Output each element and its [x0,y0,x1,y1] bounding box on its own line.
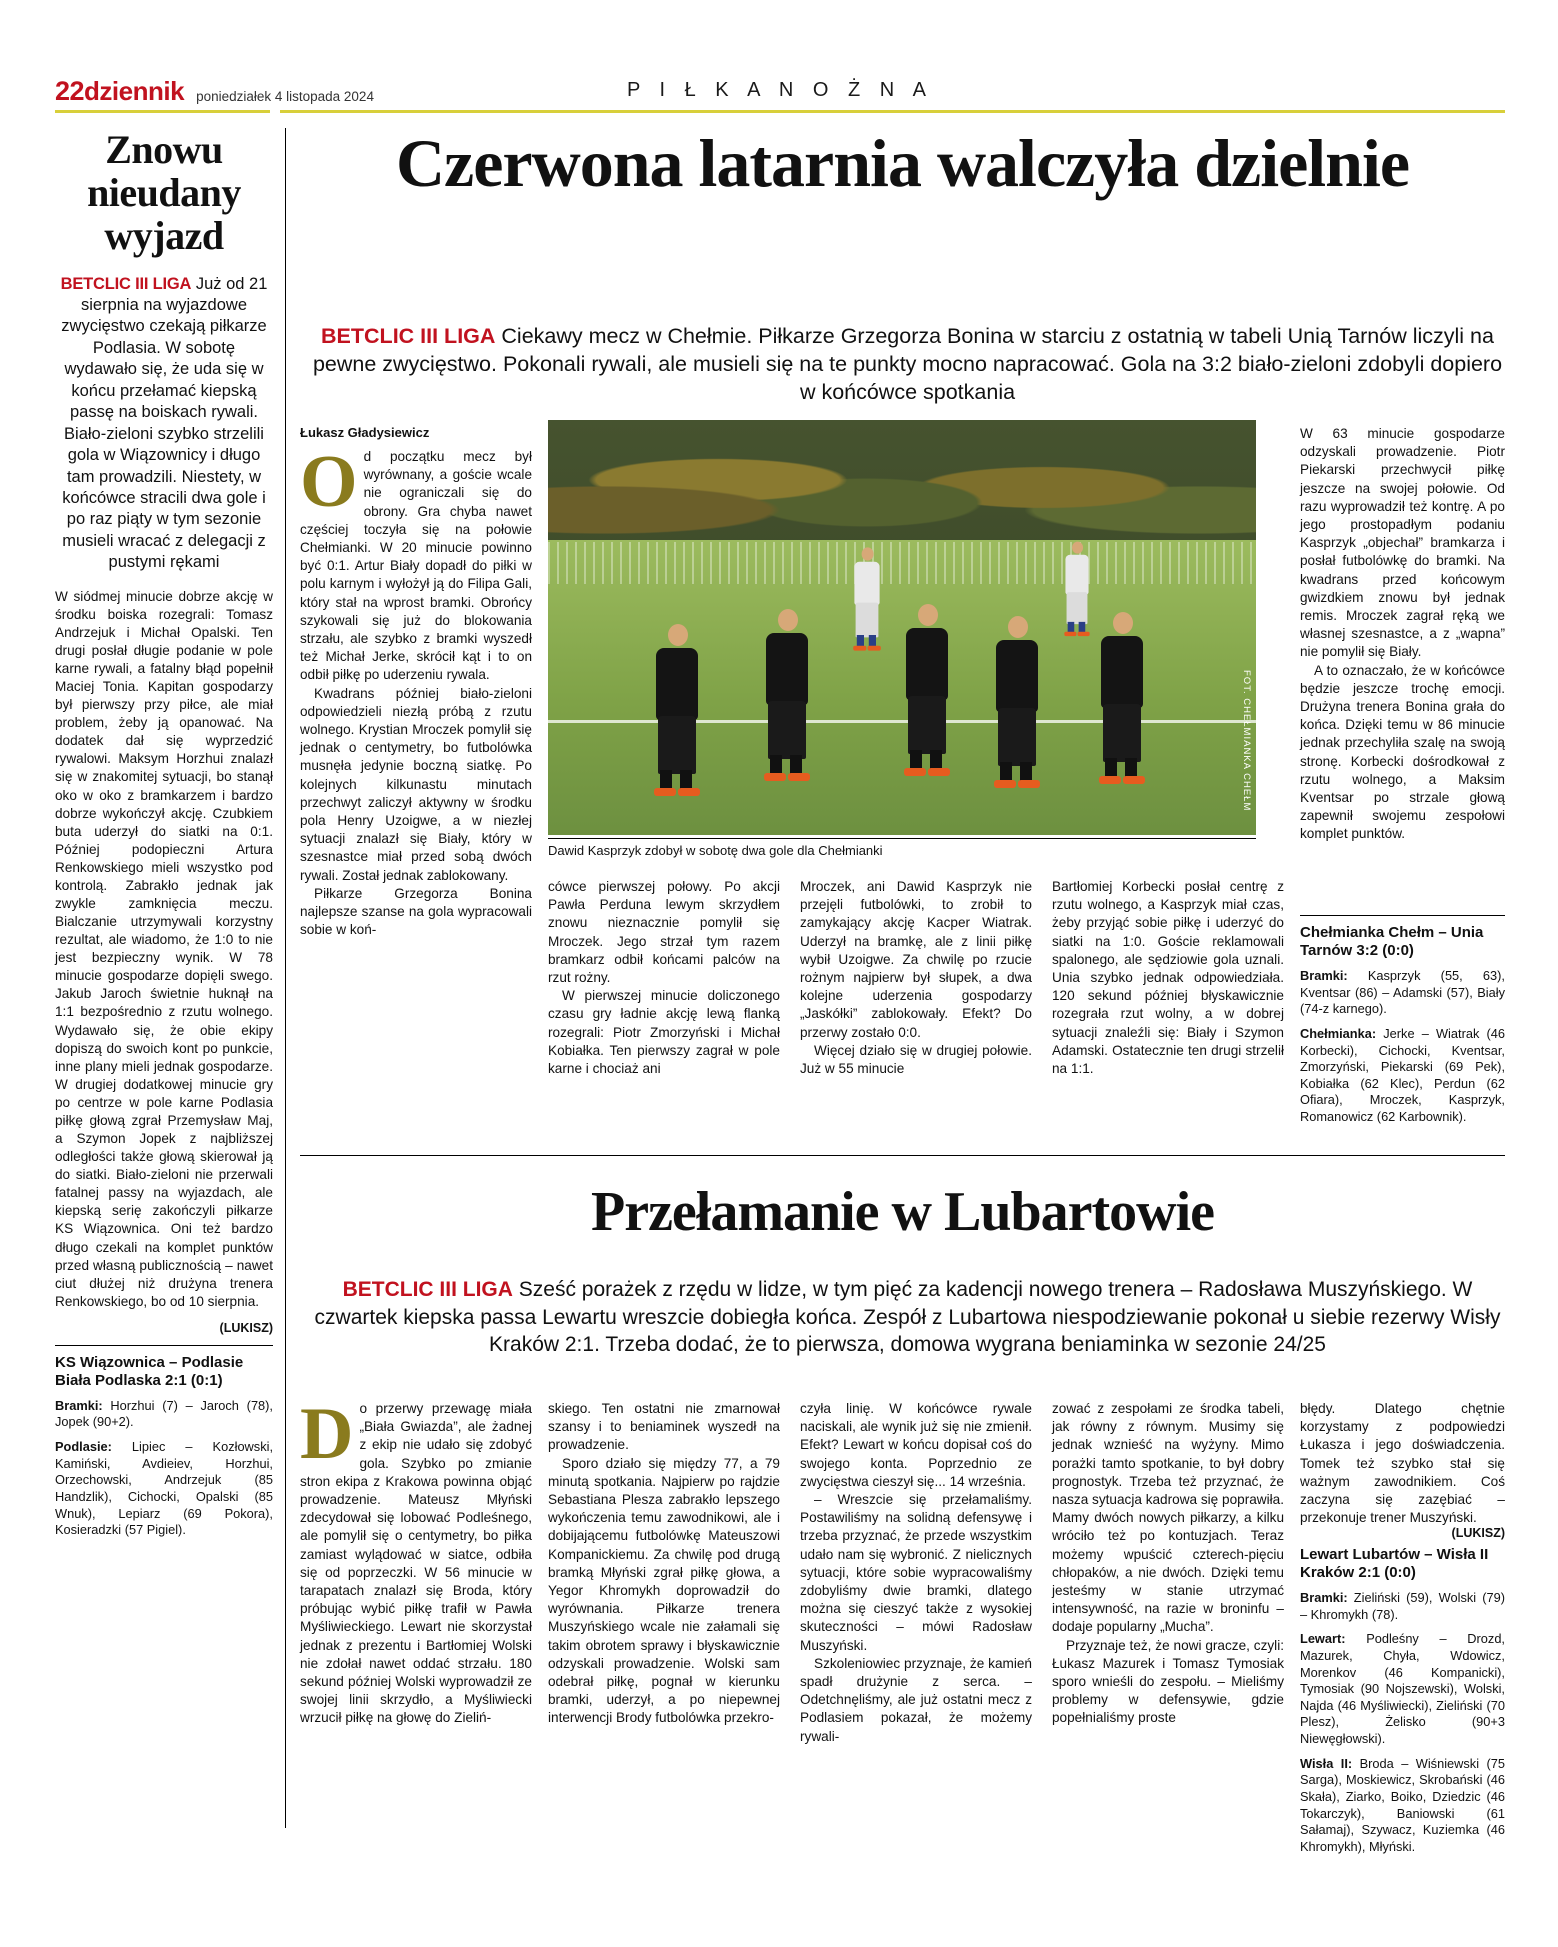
paragraph: skiego. Ten ostatni nie zmarnował szansy i to beniaminek wyszedł na prowadzenie. [548,1401,780,1453]
story1-photo [548,420,1256,835]
result-line: Chełmianka: Jerke – Wiatrak (46 Korbecki), Cichocki, Kventsar, Zmorzyński, Piekarski (69 Pek), Kobiałka (62 Klec), Perdun (62 Ofiara), Mroczek, Kasprzyk, Romanowicz (62 Karbownik). [1300,1025,1505,1124]
story1-deck [310,322,1505,407]
paragraph: W pierwszej minucie doliczonego czasu gry ładnie akcję lewą flanką rozegrali: Piotr Zmorzyński i Michał Kobiałka. Ten pierwszy zagrał w pole karne i chociaż ani [548,988,780,1077]
story1-column-3 [800,878,1032,1078]
story2-column-3 [800,1400,1032,1746]
masthead [55,78,1505,105]
story1-deck-tag: BETCLIC III LIGA [321,323,496,348]
result-line: Wisła II: Broda – Wiśniewski (75 Sarga), Moskiewicz, Skrobański (46 Skała), Ziarko, Boiko, Dziedzic (46 Tokarczyk), Baniowski (61 Sałamaj), Szywacz, Kuziemka (46 Khromykh), Młyński. [1300,1755,1505,1854]
section-title: P I Ł K A N O Ż N A [626,79,934,101]
story1-column-5 [1300,425,1505,844]
result-line: Bramki: Horzhui (7) – Jaroch (78), Jopek (90+2). [55,1397,273,1430]
photo-player [988,612,1046,787]
sidebar-lead [55,274,273,574]
story1-column-4 [1052,878,1284,1078]
story2-column-1 [300,1393,532,1728]
issue-date: poniedziałek 4 listopada 2024 [196,89,374,104]
paragraph: błędy. Dlatego chętnie korzystamy z podpowiedzi Łukasza i jego doświadczenia. Tomek też szybko stał się ważnym zawodnikiem. Coś zaczyna się zazębiać – przekonuje trener Muszyński. [1300,1401,1505,1526]
story2-column-2 [548,1400,780,1728]
sidebar-signature: (LUKISZ) [219,1320,273,1335]
result-title: Chełmianka Chełm – Unia Tarnów 3:2 (0:0) [1300,924,1484,959]
divider [1300,915,1505,916]
paragraph: Szkoleniowiec przyznaje, że kamień spadł drużynie z serca. – Odetchnęliśmy, ale już ostatni mecz z Podlasiem pokazał, że możemy rywali- [800,1655,1032,1744]
rail-divider [285,128,286,1828]
story2-result-box [1300,1520,1505,1863]
paragraph: Bartłomiej Korbecki posłał centrę z rzutu wolnego, a Kasprzyk miał czas, żeby przyjąć sobie piłkę i uderzyć do siatki na 1:0. Goście reklamowali spalonego, ale sędziowie gola uznali. Unia szybko jednak odpowiedziała. 120 sekund później błyskawicznie rozegrała rzut wolny, a w dobrej sytuacji znaleźli się: Biały i Szymon Adamski. Ostatecznie ten drugi strzelił na 1:1. [1052,879,1284,1077]
folio-number: 22 [55,76,85,106]
paragraph: Od początku mecz był wyrównany, a goście wcale nie ograniczali się do obrony. Gra chyba nawet częściej toczyła się na połowie Chełmianki. W 20 minucie powinno być 0:1. Artur Biały dopadł do piłki w polu karnym i wyłożył ją do Filipa Gali, który stał na wprost bramki. Obrońcy szykowali się już do blokowania strzału, ale szybko z bramki wyszedł też Michał Jerke, skrócił kąt i to on odbił piłkę po uderzeniu rywala. [300,441,532,683]
paragraph: cówce pierwszej połowy. Po akcji Pawła Perduna lewym skrzydłem znowu nieznacznie pomylił się Mroczek. Jego strzał tym razem bramkarz odbił końcami palców na rzut rożny. [548,879,780,986]
story1-caption: Dawid Kasprzyk zdobył w sobotę dwa gole dla Chełmianki [548,838,1256,858]
story1-column-1 [300,441,532,939]
photo-player [898,600,956,775]
paragraph: Więcej działo się w drugiej połowie. Już w 55 minucie [800,1042,1032,1077]
photo-player [648,620,706,795]
paragraph: A to oznaczało, że w końcówce będzie jeszcze trochę emocji. Drużyna trenera Bonina grała do końca. Dzięki temu w 86 minucie jednak przechyliła szalę na swoją stronę. Korbecki dośrodkował z rzutu wolnego, a Maksim Kventsar po strzale głową zapewnił swojemu zespołowi komplet punktów. [1300,662,1505,842]
story2-headline: Przełamanie w Lubartowie [591,1181,1214,1243]
story2-deck [310,1276,1505,1359]
story2-column-5 [1300,1400,1505,1527]
sidebar-lead-text: Już od 21 sierpnia na wyjazdowe zwycięstwo czekają piłkarze Podlasia. W sobotę wydawało się, że uda się w końcu przełamać kiepską passę na boiskach rywali. Biało-zieloni szybko strzelili gola w Wiązownicy i długo tam prowadzili. Niestety, w końcówce stracili dwa gole i po raz piąty w tym sezonie musieli wracać z delegacji z pustymi rękami [61,274,268,572]
paragraph: Przyznaje też, że nowi gracze, czyli: Łukasz Mazurek i Tomasz Tymosiak sporo wnieśli do zespołu. – Mieliśmy problemy w defensywie, gdzie popełnialiśmy proste [1052,1637,1284,1726]
story1-deck-text: Ciekawy mecz w Chełmie. Piłkarze Grzegorza Bonina w starciu z ostatnią w tabeli Unią Tarnów liczyli na pewne zwycięstwo. Pokonali rywali, ale musieli się na te punkty mocno napracować. Gola na 3:2 biało-zieloni zdobyli dopiero w końcówce spotkania [312,323,1503,405]
photo-player-opponent [850,545,885,650]
masthead-rule-left [55,110,270,113]
result-title: Lewart Lubartów – Wisła II Kraków 2:1 (0:0) [1300,1546,1489,1581]
paragraph: W 63 minucie gospodarze odzyskali prowadzenie. Piotr Piekarski przechwycił piłkę jeszcze na swojej połowie. Od razu wyprowadził też kontrę. A po jego prostopadłym podaniu Kasprzyk „objechał” bramkarza i posłał futbolówkę do bramki. Na kwadrans przed końcowym gwizdkiem znowu był jednak remis. Mroczek zagrał ręką we własnej szesnastce, a z „wapna” nie pomylił się Biały. [1300,426,1505,660]
paragraph: zować z zespołami ze środka tabeli, jak równy z równym. Musimy się jednak wznieść na wyżyny. Mimo porażki tamto spotkanie, to był dobry prognostyk. Trzeba też przyznać, że nasza sytuacja kadrowa się poprawiła. Mamy dwóch nowych piłkarzy, a kilku wróciło też po kontuzjach. Teraz możemy wpuścić czterech-pięciu chłopaków, a nie dwóch. Dzięki temu jesteśmy w stanie utrzymać intensywność, na razie w broninfu – dodaje popularny „Mucha”. [1052,1401,1284,1635]
story2-deck-tag: BETCLIC III LIGA [342,1278,513,1301]
photo-credit: FOT. CHEŁMIANKA CHEŁM [1241,669,1252,811]
photo-player [758,605,816,780]
story1-result-box [1300,905,1505,1134]
story2-deck-text: Sześć porażek z rzędu w lidze, w tym pięć za kadencji nowego trenera – Radosława Muszyńskiego. W czwartek kiepska passa Lewartu wreszcie dobiegła końca. Zespół z Lubartowa niespodziewanie pokonał u siebie rezerwy Wisły Kraków 2:1. Trzeba dodać, że to pierwsza, domowa wygrana beniaminka w sezonie 24/25 [314,1278,1501,1357]
photo-fence [548,542,1256,584]
sidebar-headline: Znowu nieudany wyjazd [87,127,241,259]
paragraph: – Wreszcie się przełamaliśmy. Postawiliśmy na solidną defensywę i trzeba przyznać, że przede wszystkim udało nam się wybronić. Z nielicznych sytuacji, które sobie wypracowaliśmy zdobyliśmy dwie bramki, dlatego można się cieszyć także z wysokiej skuteczności – mówi Radosław Muszyński. [800,1492,1032,1653]
sidebar-result-box [55,1354,273,1539]
photo-player [1093,608,1151,783]
paragraph: Mroczek, ani Dawid Kasprzyk nie przejęli futbolówki, to zrobił to zamykający akcję Kacper Wiatrak. Uderzył na bramkę, ale z linii piłkę wybił Uzoigwe. Za chwilę po rzucie rożnym najpierw był słupek, a dwa kolejne uderzenia gospodarzy „Jaskółki” zablokowały. Efekt? Do przerwy zostało 0:0. [800,879,1032,1040]
story1-byline: Łukasz Gładysiewicz [300,425,430,440]
result-line: Podlasie: Lipiec – Kozłowski, Kamiński, Avdieiev, Horzhui, Orzechowski, Andrzejuk (85 Handzlik), Cichocki, Opalski (85 Wnuk), Lepiarz (69 Pokora), Kosieradzki (57 Pigiel). [55,1439,273,1538]
story1-headline: Czerwona latarnia walczyła dzielnie [395,125,1410,201]
masthead-rule-right [280,110,1505,113]
paragraph: Sporo działo się między 77, a 79 minutą spotkania. Najpierw po rajdzie Sebastiana Plesza zabrakło lepszego wykończenia temu zawodnikowi, ale i dobijającemu futbolówkę Mateuszowi Kompanickiemu. Za chwilę pod drugą bramką Młyński zgrał piłkę głowa, a Yegor Khromykh doprowadził do wyrównania. Piłkarze trenera Muszyńskiego wcale nie załamali się takim obrotem sprawy i błyskawicznie odzyskali prowadzenie. Wolski sam odebrał piłkę, pognał w kierunku bramki, uderzył, a po niepewnej interwencji Brody futbolówka przekro- [548,1455,780,1726]
photo-player-opponent [1061,539,1093,635]
story1-column-2 [548,878,780,1078]
divider [55,1345,273,1346]
result-line: Lewart: Podleśny – Drozd, Mazurek, Chyła, Wdowicz, Morenkov (46 Kompanicki), Tymosiak (90 Nojszewski), Wolski, Najda (46 Myśliwiecki), Zieliński (70 Plesz), Żelisko (90+3 Niewęgłowski). [1300,1631,1505,1746]
story2-column-4 [1052,1400,1284,1728]
story2-signature: (LUKISZ) [1451,1526,1505,1540]
story-divider [300,1155,1505,1156]
paragraph: Kwadrans później biało-zieloni odpowiedzieli niezłą próbą z rzutu wolnego. Krystian Mroczek pomylił się jednak o centymetry, bo futbolówka musnęła jedynie boczną siatkę. Po kolejnych kilkunastu minutach przechwyt zaliczył aktywny w środku pola Henry Uzoigwe, a w niezłej sytuacji znalazł się Biały, który w szesnastce miał przed sobą dwóch rywali. Został jednak zablokowany. [300,685,532,883]
result-line: Bramki: Kasprzyk (55, 63), Kventsar (86) – Adamski (57), Biały (74-z karnego). [1300,968,1505,1017]
paragraph: czyła linię. W końcówce rywale naciskali, ale wynik już się nie zmienił. Efekt? Lewart w końcu dopisał coś do swojego konta. Poprzednio ze zwycięstwa cieszył się... 14 września. [800,1401,1032,1489]
sidebar-lead-tag: BETCLIC III LIGA [60,274,192,293]
result-title: KS Wiązownica – Podlasie Biała Podlaska 2:1 (0:1) [55,1353,244,1389]
paragraph: Do przerwy przewagę miała „Biała Gwiazda”, ale żadnej z ekip nie udało się zdobyć gola. Szybko po zmianie stron ekipa z Krakowa powinna objąć prowadzenie. Mateusz Młyński zdecydował się lobować Podleśnego, ale pomylił się o centymetry, bo piłka zamiast wylądować w siatce, odbiła się od poprzeczki. W 56 minucie w tarapatach znalazł się Broda, który próbując wybić piłkę trafił w Pawła Myśliwieckiego. Lewart nie skorzystał jednak z prezentu i Bartłomiej Wolski nie zdołał nawet oddać strzału. 180 sekund później Wolski wyprowadził ze swojej linii skrzydło, a Myśliwiecki wrzucił piłkę na głowę do Zieliń- [300,1393,532,1726]
sidebar-body: W siódmej minucie dobrze akcję w środku boiska rozegrali: Tomasz Andrzejuk i Michał Opalski. Ten drugi posłał długie podanie w pole karne rywali, a fatalny błąd popełnił Maciej Tonia. Kapitan gospodarzy był pierwszy przy piłce, ale miał problem, żeby ją opanować. Na dodatek dał się wyprzedzić rywalowi. Maksym Horzhui znalazł się w znakomitej sytuacji, bo stanął oko w oko z bramkarzem i bardzo dobrze wykończył akcję. Czubkiem buta uderzył do siatki na 0:1. Później podopieczni Artura Renkowskiego mieli wszystko pod kontrolą. Zabrakło jednak jak zwykle zamknięcia meczu. Bialczanie utrzymywali korzystny rezultat, ale wiadomo, że 1:0 to nie jest bezpieczny wynik. W 78 minucie gospodarze dopięli swego. Jakub Jaroch świetnie huknął na 1:1 bezpośrednio z rzutu wolnego. Wydawało się, że obie ekipy dopiszą do swoich kont po punkcie, inne plany mieli jednak gospodarze. W drugiej dodatkowej minucie gry po centrze w pole karne Podlasia piłkę głową zgrał Przemysław Maj, a Szymon Jopek z najbliższej odległości także głową skierował ją do siatki. Biało-zieloni nie przerwali fatalnej passy na wyjazdach, ale kiepską serię zakończyli piłkarze KS Wiązownica. Oni też bardzo długo czekali na komplet punktów przed własną publicznością – nawet ciut dłużej niż drużyna trenera Renkowskiego, bo od 10 sierpnia. [55,588,273,1309]
paragraph: Piłkarze Grzegorza Bonina najlepsze szanse na gola wypracowali sobie w koń- [300,885,532,938]
folio-name: dziennik [84,76,185,106]
result-line: Bramki: Zieliński (59), Wolski (79) – Khromykh (78). [1300,1590,1505,1622]
sidebar-article [55,128,273,1547]
